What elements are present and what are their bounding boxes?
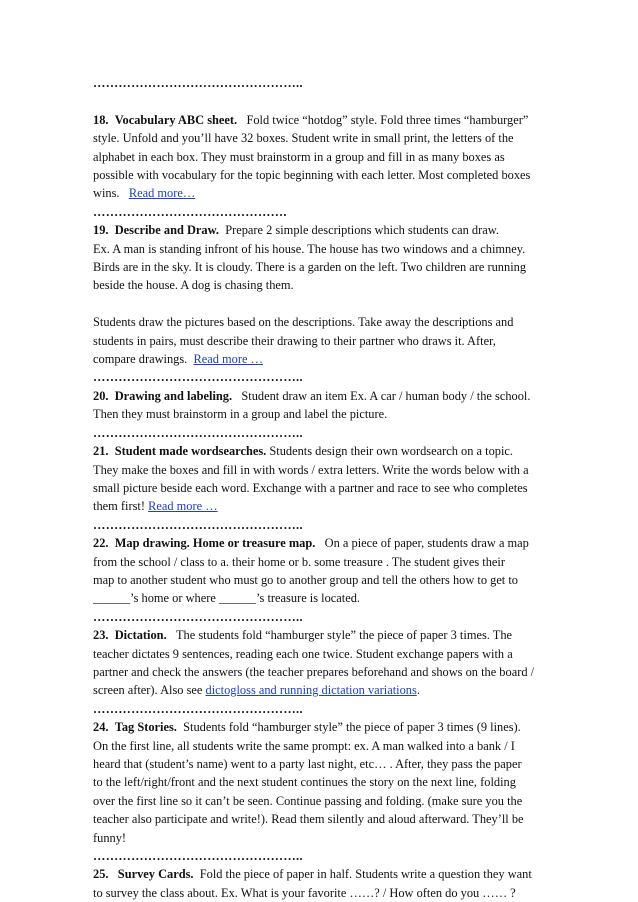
item-18-text: wins.: [93, 186, 120, 201]
item-24-text: to the left/right/front and the next student continues the story on the next line, folding: [93, 775, 516, 790]
separator: ……………………………………….: [93, 204, 287, 219]
separator: …………………………………………..: [93, 609, 303, 624]
item-19-text: Students draw the pictures based on the descriptions. Take away the descriptions and: [93, 315, 514, 330]
item-20-text: Student draw an item Ex. A car / human body / the school.: [241, 388, 531, 403]
item-22: [93, 534, 553, 608]
item-24-text: funny!: [93, 830, 127, 845]
item-19-text: beside the house. A dog is chasing them.: [93, 278, 294, 293]
item-19-text: Birds are in the sky. It is cloudy. There is a garden on the left. Two children are running: [93, 260, 527, 275]
item-22-number: 22.: [93, 536, 109, 551]
item-18-text: possible with vocabulary for the topic beginning with each letter. Most completed boxes: [93, 168, 531, 183]
dictogloss-link[interactable]: dictogloss and running dictation variations: [205, 683, 417, 698]
spacer: [93, 92, 553, 110]
item-19: [93, 221, 553, 368]
item-21-text: Students design their own wordsearch on a topic.: [269, 444, 514, 459]
item-21: [93, 442, 553, 516]
item-18-title: Vocabulary ABC sheet.: [114, 112, 238, 127]
item-19-title: Describe and Draw.: [114, 223, 219, 238]
item-25-text: to survey the class about. Ex. What is your favorite ……? / How often do you …… ?: [93, 885, 516, 900]
item-19-text: Prepare 2 simple descriptions which students can draw.: [225, 223, 499, 238]
item-20-text: Then they must brainstorm in a group and label the picture.: [93, 407, 388, 422]
item-18-number: 18.: [93, 112, 109, 127]
read-more-link[interactable]: Read more …: [148, 499, 218, 514]
item-23: [93, 626, 553, 700]
item-24-text: teacher also participate and write!). Read them silently and aloud afterward. They’ll be: [93, 812, 524, 827]
item-21-title: Student made wordsearches.: [114, 444, 267, 459]
item-24-text: On the first line, all students write the same prompt: ex. A man walked into a bank / I: [93, 738, 515, 753]
item-22-text: ______’s home or where ______’s treasure is located.: [93, 591, 361, 606]
separator: …………………………………………..: [93, 849, 303, 864]
item-23-text: The students fold “hamburger style” the piece of paper 3 times. The: [175, 628, 513, 643]
separator: …………………………………………..: [93, 517, 303, 532]
item-21-text: small picture beside each word. Exchange with a partner and race to see who completes: [93, 480, 528, 495]
item-23-text: partner and check the answers (the teacher prepares beforehand and shows on the board /: [93, 664, 535, 679]
item-25-number: 25.: [93, 867, 109, 882]
item-25-text: Fold the piece of paper in half. Students write a question they want: [199, 867, 532, 882]
item-23-text: .: [416, 683, 420, 698]
item-21-text: They make the boxes and fill in with words / extra letters. Write the words below with a: [93, 462, 529, 477]
item-25: [93, 865, 553, 902]
separator: …………………………………………..: [93, 701, 303, 716]
item-19-text: students in pairs, must describe their drawing to their partner who draws it. After,: [93, 333, 496, 348]
item-18: [93, 111, 553, 203]
item-24-text: heard that (student’s name) went to a party last night, etc… . After, they pass the paper: [93, 757, 522, 771]
item-24-title: Tag Stories.: [114, 720, 177, 735]
separator: …………………………………………..: [93, 370, 303, 385]
item-18-text: alphabet in each box. They must brainstorm in a group and fill in as many boxes as: [93, 149, 505, 164]
item-22-title: Map drawing. Home or treasure map.: [114, 536, 316, 551]
item-20: [93, 387, 553, 424]
item-21-text: them first!: [93, 499, 145, 514]
document-body: [93, 74, 553, 902]
separator: …………………………………………..: [93, 425, 303, 440]
item-24-text: Students fold “hamburger style” the piece of paper 3 times (9 lines).: [183, 720, 521, 735]
item-22-text: map to another student who must go to another group and tell the others how to get to: [93, 572, 518, 587]
item-24: [93, 718, 553, 847]
item-22-text: from the school / class to a. their home or b. some treasure . The student gives their: [93, 554, 506, 569]
item-21-number: 21.: [93, 444, 109, 459]
item-23-text: teacher dictates 9 sentences, reading each one twice. Student exchange papers with a: [93, 646, 513, 661]
item-23-title: Dictation.: [114, 628, 167, 643]
item-24-number: 24.: [93, 720, 109, 735]
item-23-text: screen after). Also see: [93, 683, 203, 698]
item-22-text: On a piece of paper, students draw a map: [324, 536, 529, 551]
item-20-title: Drawing and labeling.: [114, 388, 233, 403]
item-19-text: compare drawings.: [93, 352, 188, 367]
read-more-link[interactable]: Read more …: [193, 352, 263, 367]
item-19-text: Ex. A man is standing infront of his house. The house has two windows and a chimney.: [93, 241, 526, 256]
item-19-number: 19.: [93, 223, 109, 238]
read-more-link[interactable]: Read more…: [128, 186, 196, 201]
item-24-text: over the first line so it can’t be seen. Continue passing and folding. (make sure you the: [93, 793, 523, 808]
item-23-number: 23.: [93, 628, 109, 643]
separator: …………………………………………..: [93, 76, 303, 90]
item-18-text: style. Unfold and you’ll have 32 boxes. Student write in small print, the letters of the: [93, 131, 514, 146]
item-25-title: Survey Cards.: [117, 867, 194, 882]
item-18-text: Fold twice “hotdog” style. Fold three times “hamburger”: [246, 112, 529, 127]
item-20-number: 20.: [93, 388, 109, 403]
spacer: [93, 295, 553, 313]
